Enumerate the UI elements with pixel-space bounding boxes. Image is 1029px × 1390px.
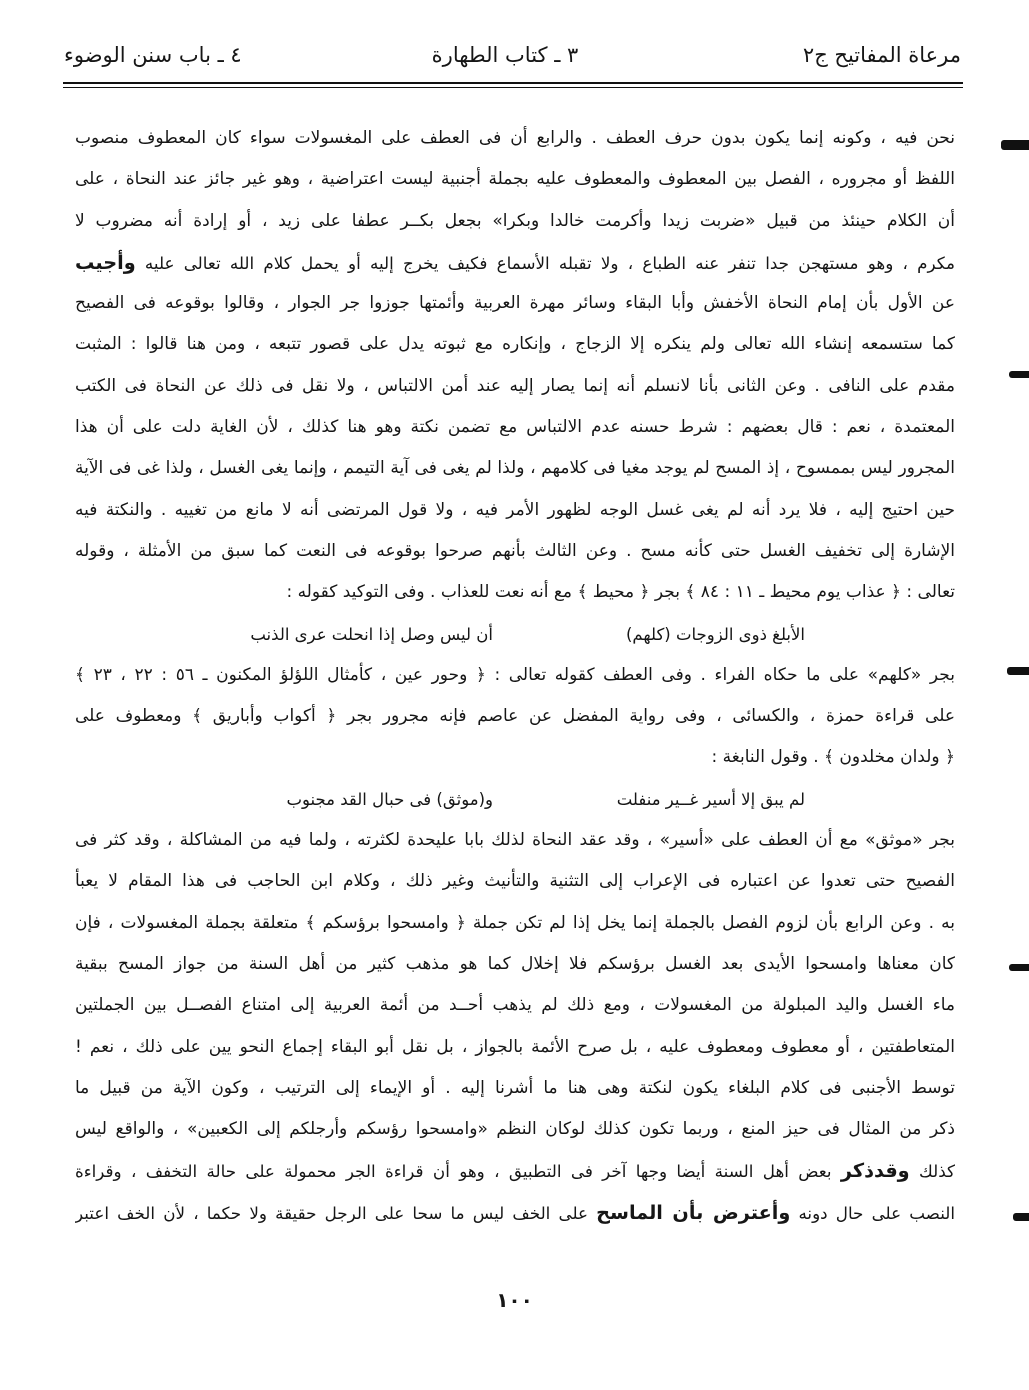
verse-second-hemistich: أن ليس وصل إذا انحلت عرى الذنب (250, 624, 493, 644)
header-double-rule (63, 82, 963, 88)
header-section: ٤ ـ باب سنن الوضوء (64, 43, 242, 67)
bold-phrase: وقدذكر (840, 1159, 910, 1183)
text-line: الإشارة إلى تخفيف الغسل حتى كأنه مسح . وعن الثالث بأنهم صرحوا بوقوعه فى النعت كما سبق من الأمثلة ، وقوله (75, 540, 955, 561)
text-line: حين احتيج إليه ، فلا يرد أنه لم يغى غسل الوجه لظهور الأمر فيه ، ولا قول المرتضى أنه لا مانع من تغييه . والنكتة فيه (75, 499, 955, 520)
verse-first-hemistich: الأبلغ ذوى الزوجات (كلهم) (625, 624, 805, 644)
text-line: كذلك وقدذكر بعض أهل السنة أيضا وجها آخر فى التطبيق ، وهو أن قراءة الجر محمولة على حالة التخفف ، وقراءة (75, 1159, 955, 1183)
text-line: به . وعن الرابع بأن لزوم الفصل بالجملة إنما يخل إذا لم تكن جملة ﴿ وامسحوا برؤسكم ﴾ متعلقة بجملة المغسولات ، فإن (75, 912, 955, 933)
text-line: ماء الغسل واليد المبلولة من المغسولات ، ومع ذلك لم يذهب أحــد من أئمة العربية إلى امتناع الفصــل بين الجملتين (75, 995, 955, 1016)
margin-mark (1001, 140, 1029, 150)
margin-mark (1009, 371, 1029, 378)
header-book-title: مرعاة المفاتيح ج٢ (802, 43, 961, 67)
header-chapter: ٣ ـ كتاب الطهارة (431, 43, 579, 67)
text-line: النصب على حال دونه وأعترض بأن الماسح على الخف ليس ما سحا على الرجل حقيقة ولا حكما ، لأن الخف اعتبر (75, 1200, 955, 1224)
body-text (75, 118, 955, 1233)
text-line: مكرم ، وهو مستهجن جدا تنفر عنه الطباع ، ولا تقبله الأسماع فكيف يخرج إليه أو يحمل كلام الله تعالى عليه وأجيب (75, 250, 955, 274)
text-line: نحن فيه ، وكونه إنما يكون بدون حرف العطف . والرابع أن فى العطف على المغسولات سواء كان المعطوف منصوب (75, 128, 955, 148)
text-line: المعتمدة ، نعم : قال بعضهم : شرط حسنه عدم الالتباس مع تضمن نكتة وهو هنا كذلك ، لأن الغاية دلت على أن هذا (75, 417, 955, 438)
text-line: أن الكلام حينئذ من قبيل «ضربت زيدا وأكرمت خالدا وبكرا» بجعل بكــر عطفا على زيد ، أو إرادة أنه مضروب لا (75, 210, 955, 231)
page-number: ١٠٠ (496, 1288, 533, 1312)
bold-phrase: وأجيب (75, 250, 136, 274)
text-line: توسط الأجنبى فى كلام البلغاء يكون لنكتة وهى هنا ما أشرنا إليه . أو الإيماء إلى الترتيب ، وكون الآية من قبيل ما (75, 1077, 955, 1098)
text-line: عن الأول بأن إمام النحاة الأخفش وأبا البقاء وسائر مهرة العربية وأئمتها جوزوا جر الجوار ، وقالوا بوقوعه فى الفصيح (75, 293, 955, 314)
text-line: ﴿ ولدان مخلدون ﴾ . وقول النابغة : (711, 747, 955, 768)
text-line: كما ستسمعه إنشاء الله تعالى ولم ينكره إلا الزجاج ، وإنكاره مع ثبوته يدل على قصور تتبعه ، ومن هنا قالوا : المثبت (75, 334, 955, 355)
verse-second-hemistich: و(موثق) فى حبال القد مجنوب (286, 789, 493, 809)
margin-mark (1009, 964, 1029, 971)
verse-first-hemistich: لم يبق إلا أسير غــير منفلت (616, 789, 805, 809)
text-line: كان معناها وامسحوا الأيدى بعد الغسل برؤسكم فلا إخلال كما هو مذهب كثير من أهل السنة من جواز المسح ببقية (75, 953, 955, 974)
text-line: مقدم على النافى . وعن الثانى بأنا لانسلم أنه إنما يصار إليه عند أمن الالتباس ، ولا نقل فى ذلك عن النحاة فى الكتب (75, 375, 955, 396)
margin-mark (1007, 667, 1029, 675)
text-line: ذكر من المثال فى حيز المنع ، وربما تكون كذلك لوكان النظم «وامسحوا رؤسكم وأرجلكم إلى الكعبين» ، والواقع ليس (75, 1119, 955, 1140)
text-line: بجر «كلهم» على ما حكاه الفراء . وفى العطف كقوله تعالى : ﴿ وحور عين ، كأمثال اللؤلؤ المكنون ـ ٥٦ : ٢٢ ، ٢٣ ﴾ (75, 664, 955, 685)
text-line: المجرور ليس بممسوح ، إذ المسح لم يوجد مغيا فى كلامهم ، ولذا لم يغى فى آية التيمم ، وإنما يغى الغسل ، ولذا غى فى الآية (75, 458, 955, 479)
poetry-verse (75, 779, 955, 820)
text-line: بجر «موثق» مع أن العطف على «أسير» ، وقد عقد النحاة لذلك بابا عليحدة لكثرته ، ولما فيه من المشاكلة ، وقد كثر فى (75, 830, 955, 851)
text-line: اللفظ أو مجروره ، الفصل بين المعطوف والمعطوف عليه بجملة أجنبية ليست اعتراضية ، وهو غير جائز عند النحاة ، على (75, 169, 955, 190)
text-line: على قراءة حمزة ، والكسائى ، وفى رواية المفضل عن عاصم فإنه مجرور بجر ﴿ أكواب وأباريق ﴾ ومعطوف على (75, 706, 955, 727)
bold-phrase: وأعترض بأن الماسح (596, 1200, 791, 1224)
text-line: المتعاطفتين ، أو معطوف ومعطوف عليه ، بل صرح الأئمة بالجواز ، بل نقل أبو البقاء إجماع النحو يين على ذلك ، نعم ! (75, 1036, 955, 1057)
text-line: تعالى : ﴿ عذاب يوم محيط ـ ١١ : ٨٤ ﴾ بجر ﴿ محيط ﴾ مع أنه نعت للعذاب . وفى التوكيد كقوله : (286, 582, 955, 603)
poetry-verse (75, 614, 955, 655)
margin-mark (1013, 1213, 1029, 1221)
text-line: الفصيح حتى تعدوا عن اعتباره فى الإعراب إلى التثنية والتأنيث وغير ذلك ، وكلام ابن الحاجب فى هذا المقام لا يعبأ (75, 871, 955, 892)
